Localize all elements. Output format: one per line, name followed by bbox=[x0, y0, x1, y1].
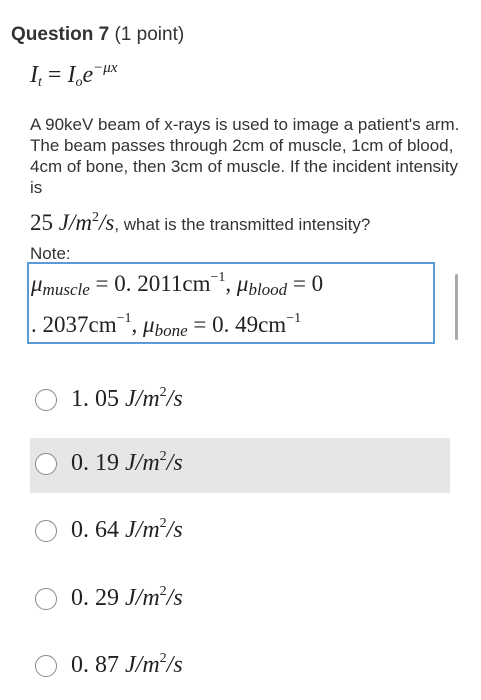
option-unit-post: /s bbox=[166, 386, 183, 412]
option-unit-post: /s bbox=[166, 652, 183, 678]
incident-intensity bbox=[30, 210, 114, 235]
mu-blood-symbol: μ bbox=[236, 271, 249, 296]
attenuation-formula bbox=[30, 60, 117, 91]
option-label bbox=[71, 516, 183, 544]
radio-button-icon[interactable] bbox=[35, 389, 57, 411]
exp-minus-one: −1 bbox=[286, 311, 302, 326]
question-body: A 90keV beam of x-rays is used to image a patient's arm. The beam passes through 2cm of muscle, 1cm of blood, 4cm of bone, then 3cm of muscle. If the incident intensity is bbox=[30, 115, 460, 197]
option-label bbox=[71, 651, 183, 679]
option-unit-exp: 2 bbox=[159, 449, 167, 464]
separator: , bbox=[131, 312, 144, 337]
intensity-value: 25 bbox=[30, 210, 53, 235]
intensity-unit-exp: 2 bbox=[91, 210, 99, 225]
intensity-unit-post: /s bbox=[98, 210, 115, 235]
question-tail: , what is the transmitted intensity? bbox=[114, 215, 371, 234]
option-unit: J/m bbox=[125, 450, 160, 476]
option-unit: J/m bbox=[125, 517, 160, 543]
option-unit-post: /s bbox=[166, 450, 183, 476]
option-value: 0. 19 bbox=[71, 450, 119, 476]
exp-minus-one: −1 bbox=[116, 311, 132, 326]
mu-blood-sub: blood bbox=[248, 280, 288, 299]
note-line-2 bbox=[31, 311, 301, 341]
formula-rhs: I bbox=[67, 62, 76, 88]
equals-sign: = bbox=[287, 271, 312, 296]
mu-bone-sub: bone bbox=[154, 321, 188, 340]
exp-minus-one: −1 bbox=[210, 270, 226, 285]
note-label: Note: bbox=[30, 244, 71, 263]
option-unit-exp: 2 bbox=[159, 651, 167, 666]
radio-button-icon[interactable] bbox=[35, 520, 57, 542]
note-equation-box[interactable] bbox=[27, 262, 435, 344]
option-unit: J/m bbox=[125, 652, 160, 678]
option-unit: J/m bbox=[125, 585, 160, 611]
option-unit-exp: 2 bbox=[159, 584, 167, 599]
mu-blood-value-cont: . 2037cm bbox=[31, 312, 117, 337]
option-unit-exp: 2 bbox=[159, 385, 167, 400]
formula-lhs-sub: t bbox=[38, 75, 42, 90]
option-value: 0. 29 bbox=[71, 585, 119, 611]
option-unit-post: /s bbox=[166, 585, 183, 611]
formula-rhs-sub: o bbox=[75, 75, 83, 90]
mu-muscle-value: 0. 2011cm bbox=[114, 271, 211, 296]
formula-equals: = bbox=[41, 62, 68, 88]
mu-muscle-symbol: μ bbox=[31, 271, 43, 296]
radio-button-icon[interactable] bbox=[35, 453, 57, 475]
separator: , bbox=[225, 271, 237, 296]
option-value: 1. 05 bbox=[71, 386, 119, 412]
mu-blood-value-start: 0 bbox=[311, 271, 324, 296]
answer-option-2[interactable] bbox=[30, 438, 450, 493]
question-title bbox=[11, 24, 184, 46]
answer-option-1[interactable] bbox=[30, 374, 450, 429]
option-label bbox=[71, 449, 183, 477]
intensity-line bbox=[30, 210, 470, 236]
mu-muscle-sub: muscle bbox=[42, 280, 90, 299]
answer-option-3[interactable] bbox=[30, 505, 450, 560]
question-points: (1 point) bbox=[114, 24, 185, 45]
radio-button-icon[interactable] bbox=[35, 588, 57, 610]
option-unit-post: /s bbox=[166, 517, 183, 543]
radio-button-icon[interactable] bbox=[35, 655, 57, 677]
answer-option-4[interactable] bbox=[30, 573, 450, 628]
formula-exponent: −μx bbox=[93, 60, 118, 76]
mu-bone-value: 0. 49cm bbox=[212, 312, 287, 337]
formula-lhs: I bbox=[30, 62, 38, 88]
question-number: Question 7 bbox=[11, 24, 110, 45]
option-value: 0. 87 bbox=[71, 652, 119, 678]
note-scrollbar[interactable] bbox=[455, 274, 458, 340]
option-unit-exp: 2 bbox=[159, 516, 167, 531]
intensity-unit: J/m bbox=[58, 210, 92, 235]
option-value: 0. 64 bbox=[71, 517, 119, 543]
note-line-1 bbox=[31, 270, 323, 300]
option-label bbox=[71, 584, 183, 612]
formula-base: e bbox=[82, 62, 94, 88]
equals-sign: = bbox=[89, 271, 115, 296]
option-unit: J/m bbox=[125, 386, 160, 412]
option-label bbox=[71, 385, 183, 413]
answer-option-5[interactable] bbox=[30, 640, 450, 695]
mu-bone-symbol: μ bbox=[143, 312, 155, 337]
equals-sign: = bbox=[187, 312, 213, 337]
